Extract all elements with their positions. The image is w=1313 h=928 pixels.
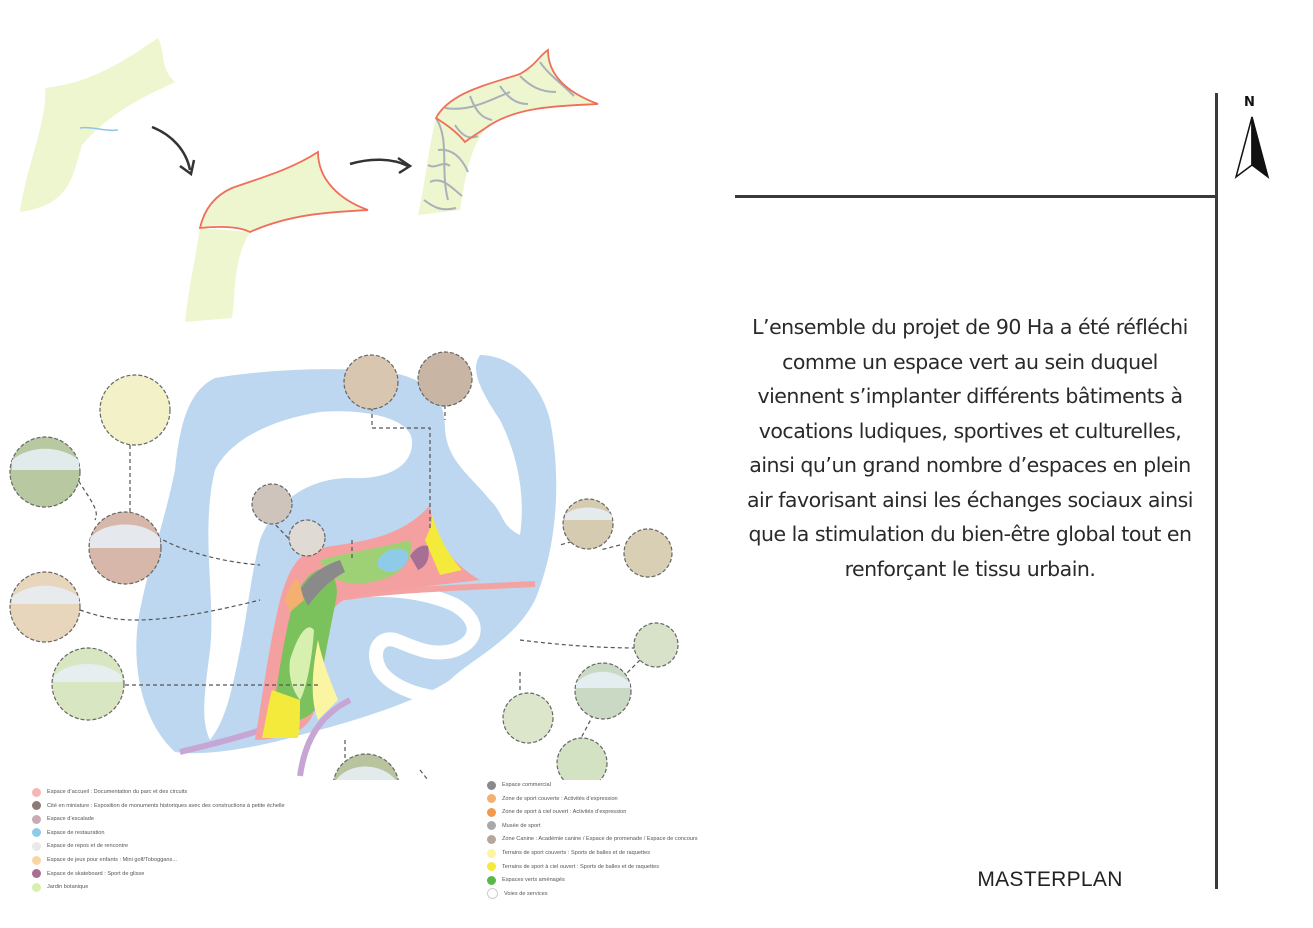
legend-label: Cité en miniature : Exposition de monuments historiques avec des constructions à petite échelle — [47, 802, 285, 809]
legend-swatch — [487, 862, 496, 871]
legend-swatch — [32, 883, 41, 892]
callout-image-skate — [575, 663, 631, 719]
legend-item — [32, 840, 128, 852]
legend-label: Espace de skateboard : Sport de glisse — [47, 870, 145, 877]
legend-label: Espace d’escalade — [47, 816, 94, 823]
frame-vertical-line — [1215, 93, 1218, 889]
arrow-2 — [350, 160, 408, 166]
legend-swatch — [32, 801, 41, 810]
legend-item — [32, 800, 285, 812]
legend-item — [487, 793, 618, 805]
legend-label: Terrains de sport couverts : Sports de balles et de raquettes — [502, 850, 651, 856]
legend-item — [487, 874, 565, 886]
callout-image-deck — [624, 529, 672, 577]
legend-label: Zone de sport couverte : Activités d’expression — [502, 795, 618, 802]
legend-item — [32, 881, 88, 893]
legend-swatch — [487, 876, 496, 885]
legend-item — [32, 868, 144, 880]
concept-site-shape-1 — [20, 38, 175, 212]
legend-left — [32, 786, 332, 896]
callout-image-path — [557, 738, 607, 780]
legend-label: Espace d’accueil : Documentation du parc et des circuits — [47, 789, 188, 795]
legend-swatch — [487, 781, 496, 790]
callout-image-sports — [10, 572, 80, 642]
legend-swatch — [32, 856, 41, 865]
legend-item — [32, 813, 94, 825]
concept-diagrams — [0, 0, 700, 330]
legend-label: Espaces verts aménagés — [502, 877, 565, 884]
concept-site-shape-2b — [185, 228, 250, 322]
legend-swatch — [32, 815, 41, 824]
legend-swatch — [487, 821, 496, 830]
masterplan-map — [0, 340, 700, 780]
legend-label: Musée de sport — [502, 822, 541, 829]
legend-swatch — [487, 849, 496, 858]
legend-swatch — [32, 828, 41, 837]
concept-site-shape-3 — [418, 50, 598, 215]
north-label: N — [1244, 95, 1255, 110]
legend-swatch — [32, 869, 41, 878]
legend-item — [487, 833, 698, 845]
legend-label: Espace de restauration — [47, 829, 105, 836]
legend-item — [487, 847, 650, 859]
callout-image-playground — [563, 499, 613, 549]
page-title: MASTERPLAN — [977, 868, 1123, 891]
legend-item — [487, 779, 551, 791]
callout-image-pavilion — [344, 355, 398, 409]
callout-image-trees — [634, 623, 678, 667]
legend-item — [32, 854, 177, 866]
project-description: L’ensemble du projet de 90 Ha a été réfléchi comme un espace vert au sein duquel viennent s’implanter différents bâtiments à vocations ludiques, sportives et culturelles, ainsi qu’un grand nombre d’espaces en plein air favorisant ainsi les échanges sociaux ainsi que la stimulation du bien-être global tout en renforçant le tissu urbain. — [747, 315, 1193, 581]
callout-image-terrace — [289, 520, 325, 556]
legend-swatch — [32, 788, 41, 797]
legend-item — [32, 827, 105, 839]
legend-item — [487, 820, 541, 832]
legend-swatch — [487, 808, 496, 817]
legend-swatch — [487, 835, 496, 844]
callout-image-arch — [418, 352, 472, 406]
legend-label: Espace de repos et de rencontre — [47, 843, 129, 850]
legend-label: Espace de jeux pour enfants : Mini golf/Toboggans... — [47, 857, 177, 863]
north-arrow-icon — [1232, 115, 1272, 179]
callout-image-field — [10, 437, 80, 507]
callout-image-bird-eye — [100, 375, 170, 445]
legend-item — [487, 806, 626, 818]
legend-swatch — [32, 842, 41, 851]
legend-label: Voies de services — [504, 890, 548, 897]
frame-horizontal-line — [735, 195, 1218, 198]
legend-label: Jardin botanique — [47, 884, 89, 891]
legend-right — [487, 779, 697, 899]
north-arrow — [1232, 95, 1272, 181]
callout-image-garden — [503, 693, 553, 743]
legend-swatch — [487, 888, 498, 899]
arrow-1 — [152, 127, 190, 170]
legend-item — [487, 888, 548, 900]
legend-label: Zone Canine : Académie canine / Espace de promenade / Espace de concours — [502, 836, 698, 843]
legend-item — [487, 861, 659, 873]
legend-swatch — [487, 794, 496, 803]
callout-image-lawn — [52, 648, 124, 720]
callout-image-building — [252, 484, 292, 524]
legend-label: Espace commercial — [502, 782, 551, 788]
legend-label: Zone de sport à ciel ouvert : Activités d’expression — [502, 809, 627, 816]
legend-item — [32, 786, 187, 798]
legend-label: Terrains de sport à ciel ouvert : Sports de balles et de raquettes — [502, 863, 660, 870]
